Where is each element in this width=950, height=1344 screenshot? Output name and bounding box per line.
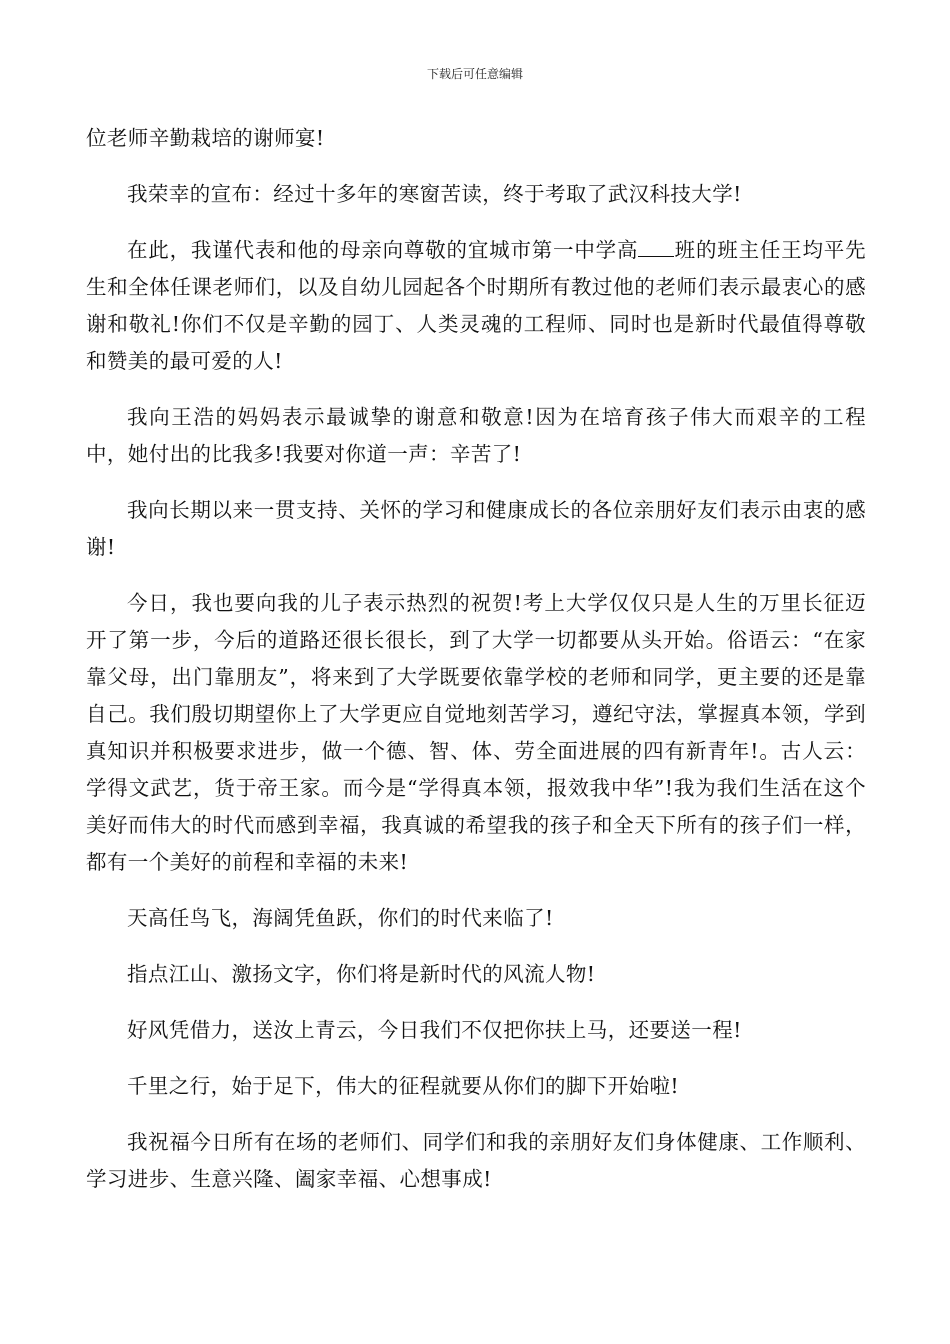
paragraph-2: 我荣幸的宣布：经过十多年的寒窗苦读，终于考取了武汉科技大学! [127,182,742,206]
paragraph-3-end: 班的班主任王均平先生和全体任课老师们，以及自幼儿园起各个时期所有教过他的老师们表示最衷心的感谢和敬礼!你们不仅是辛勤的园丁、人类灵魂的工程师、同时也是新时代最值得尊敬和赞美的最可爱的人! [86,238,866,373]
paragraph-6: 今日，我也要向我的儿子表示热烈的祝贺!考上大学仅仅只是人生的万里长征迈开了第一步，今后的道路还很长很长，到了大学一切都要从头开始。俗语云：“在家靠父母，出门靠朋友”，将来到了大学既要依靠学校的老师和同学，更主要的还是靠自己。我们殷切期望你上了大学更应自觉地刻苦学习，遵纪守法，掌握真本领，学到真知识并积极要求进步，做一个德、智、体、劳全面进展的四有新青年!。古人云：学得文武艺，货于帝王家。而今是“学得真本领，报效我中华”!我为我们生活在这个美好而伟大的时代而感到幸福，我真诚的希望我的孩子和全天下所有的孩子们一样，都有一个美好的前程和幸福的未来! [86,591,866,874]
paragraph-10: 千里之行，始于足下，伟大的征程就要从你们的脚下开始啦! [127,1074,680,1098]
paragraph-11: 我祝福今日所有在场的老师们、同学们和我的亲朋好友们身体健康、工作顺利、学习进步、生意兴隆、阖家幸福、心想事成! [86,1130,866,1191]
fill-in-blank [638,236,674,258]
paragraph-1: 位老师辛勤栽培的谢师宴! [86,126,325,150]
paragraph-7: 天高任鸟飞，海阔凭鱼跃，你们的时代来临了! [127,906,554,930]
document-body [86,120,866,1217]
paragraph-5: 我向长期以来一贯支持、关怀的学习和健康成长的各位亲朋好友们表示由衷的感谢! [86,498,866,559]
paragraph-9: 好风凭借力，送汝上青云，今日我们不仅把你扶上马，还要送一程! [127,1018,742,1042]
paragraph-4: 我向王浩的妈妈表示最诚挚的谢意和敬意!因为在培育孩子伟大而艰辛的工程中，她付出的比我多!我要对你道一声：辛苦了! [86,405,866,466]
paragraph-3 [86,232,866,380]
page-header: 下载后可任意编辑 [426,67,523,81]
paragraph-3-start: 在此，我谨代表和他的母亲向尊敬的宜城市第一中学高 [127,238,639,262]
paragraph-8: 指点江山、激扬文字，你们将是新时代的风流人物! [127,962,596,986]
